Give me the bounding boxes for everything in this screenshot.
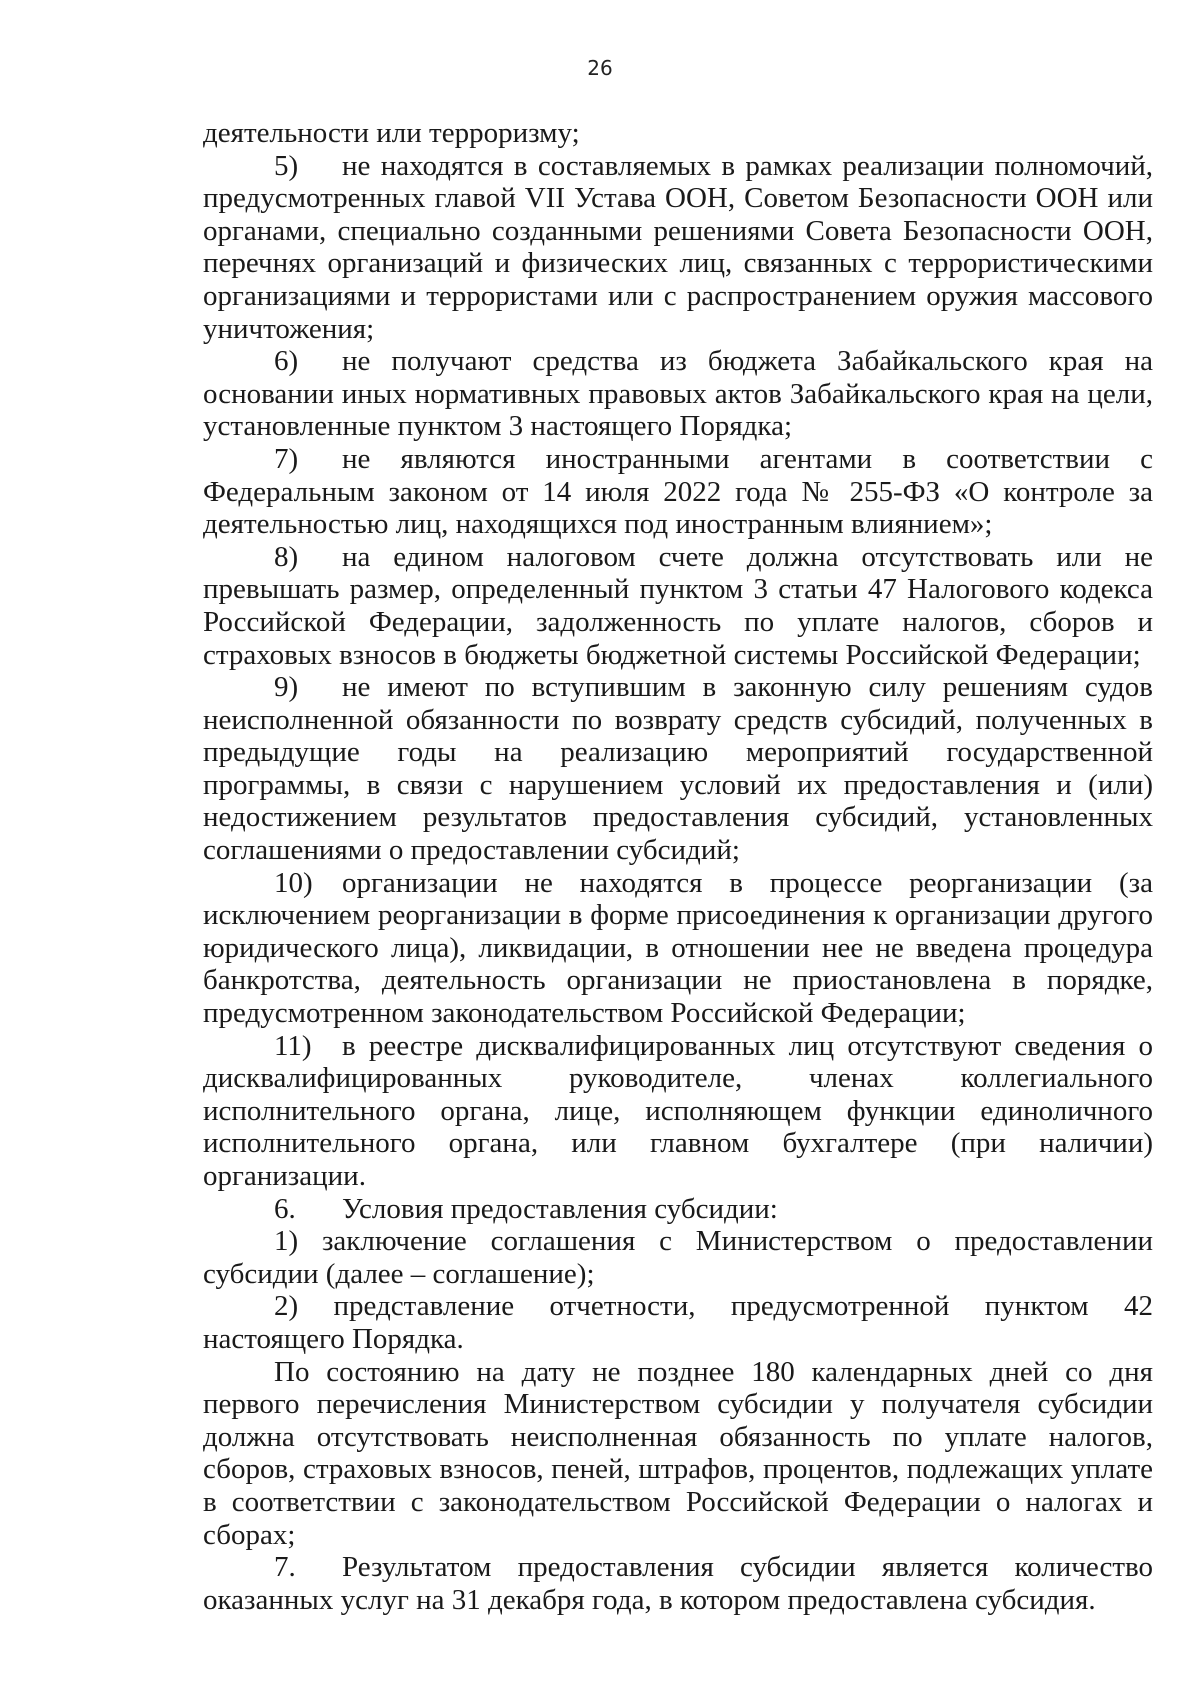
section-6-paragraph: По состоянию на дату не позднее 180 календарных дней со дня первого перечисления Министерством субсидии у получателя субсидии должна отсутствовать неисполненная обязанность по уплате налогов, сборов, страховых взносов, пеней, штрафов, процентов, подлежащих уплате в соответствии с законодательством Российской Федерации о налогах и сборах;	[203, 1355, 1153, 1551]
section-text: Условия предоставления субсидии:	[342, 1192, 778, 1225]
document-body	[203, 117, 1153, 1616]
list-text: в реестре дисквалифицированных лиц отсутствуют сведения о дисквалифицированных руководителе, членах коллегиального исполнительного органа, лице, исполняющем функции единоличного исполнительного органа, или главном бухгалтере (при наличии) организации.	[203, 1029, 1153, 1192]
section-6-item-1: 1) заключение соглашения с Министерством о предоставлении субсидии (далее – соглашение);	[203, 1225, 1153, 1290]
list-item-11	[203, 1030, 1153, 1193]
list-number: 11)	[274, 1029, 312, 1062]
page-number: 26	[587, 56, 613, 80]
list-text: организации не находятся в процессе реорганизации (за исключением реорганизации в форме присоединения к организации другого юридического лица), ликвидации, в отношении нее не введена процедура банкротства, деятельность организации не приостановлена в порядке, предусмотренном законодательством Российской Федерации;	[203, 866, 1153, 1030]
section-number: 7.	[274, 1551, 296, 1584]
list-item-6	[203, 345, 1153, 443]
paragraph-continuation: деятельности или терроризму;	[203, 117, 580, 149]
list-item-5	[203, 150, 1153, 346]
section-6-item-2: 2) представление отчетности, предусмотренной пунктом 42 настоящего Порядка.	[203, 1290, 1153, 1355]
list-item-7	[203, 443, 1153, 541]
list-number: 9)	[274, 671, 299, 704]
list-number: 5)	[274, 149, 299, 182]
list-number: 7)	[274, 442, 299, 475]
list-number: 8)	[274, 540, 299, 573]
list-text: не находятся в составляемых в рамках реализации полномочий, предусмотренных главой VII Устава ООН, Советом Безопасности ООН или органами, специально созданными решениями Совета Безопасности ООН, перечнях организаций и физических лиц, связанных с террористическими организациями и террористами или с распространением оружия массового уничтожения;	[203, 149, 1153, 345]
list-item-9	[203, 671, 1153, 867]
section-6-heading	[203, 1193, 1153, 1226]
section-number: 6.	[274, 1192, 296, 1225]
list-text: не имеют по вступившим в законную силу решениям судов неисполненной обязанности по возврату средств субсидий, полученных в предыдущие годы на реализацию мероприятий государственной программы, в связи с нарушением условий их предоставления и (или) недостижением результатов предоставления субсидий, установленных соглашениями о предоставлении субсидий;	[203, 671, 1153, 867]
list-text: не получают средства из бюджета Забайкальского края на основании иных нормативных правовых актов Забайкальского края на цели, установленные пунктом 3 настоящего Порядка;	[203, 345, 1153, 443]
section-7	[203, 1551, 1153, 1616]
list-number: 6)	[274, 345, 299, 378]
list-text: не являются иностранными агентами в соответствии с Федеральным законом от 14 июля 2022 года № 255-ФЗ «О контроле за деятельностью лиц, находящихся под иностранным влиянием»;	[203, 442, 1153, 541]
list-text: на едином налоговом счете должна отсутствовать или не превышать размер, определенный пунктом 3 статьи 47 Налогового кодекса Российской Федерации, задолженность по уплате налогов, сборов и страховых взносов в бюджеты бюджетной системы Российской Федерации;	[203, 540, 1153, 671]
section-text: Результатом предоставления субсидии является количество оказанных услуг на 31 декабря года, в котором предоставлена субсидия.	[203, 1551, 1153, 1616]
list-number: 10)	[274, 866, 313, 899]
list-item-8	[203, 541, 1153, 671]
list-item-10	[203, 867, 1153, 1030]
